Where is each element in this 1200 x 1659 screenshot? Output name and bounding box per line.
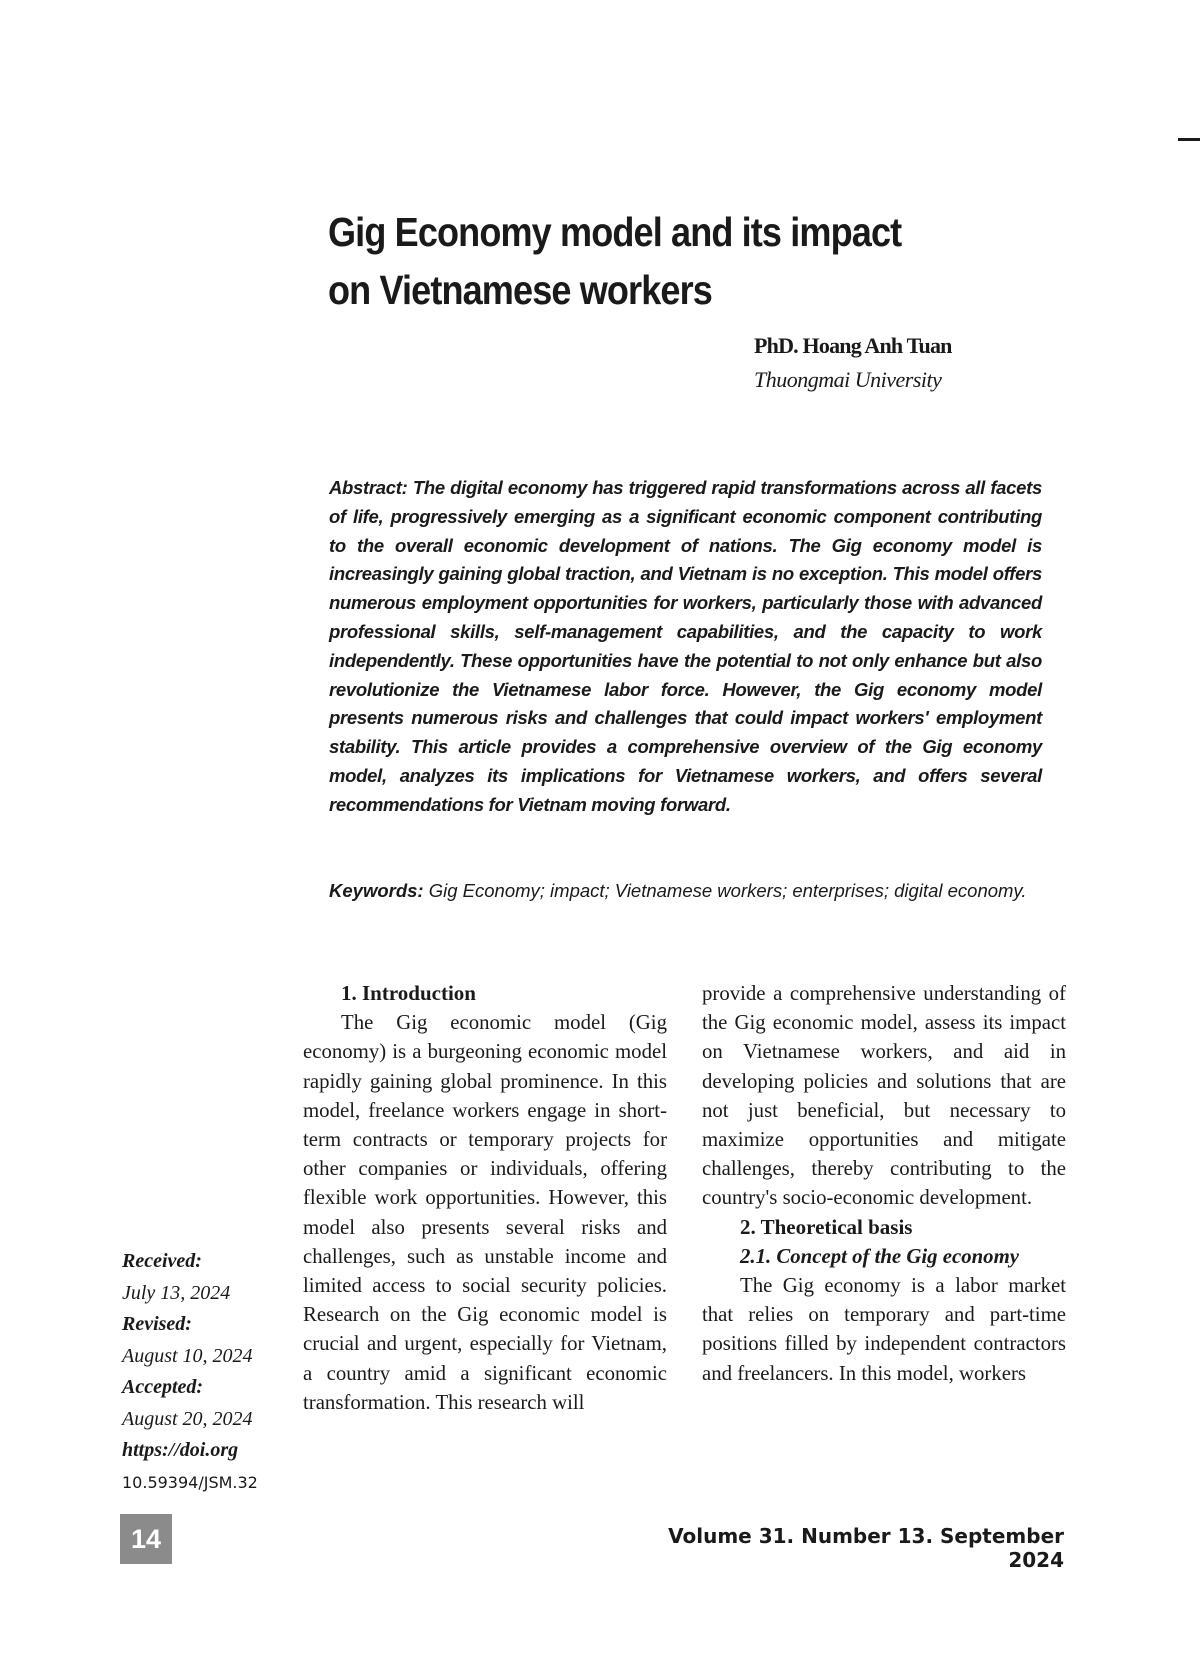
concept-paragraph: The Gig economy is a labor market that relies on temporary and part-time positions filled by independent contractors and freelancers. In this model, workers bbox=[702, 1274, 1066, 1385]
abstract: Abstract: The digital economy has triggered rapid transformations across all facets of life, progressively emerging as a significant economic component contributing to the overall economic development of nations. The Gig economy model is increasingly gaining global traction, and Vietnam is no exception. This model offers numerous employment opportunities for workers, particularly those with advanced professional skills, self-management capabilities, and the capacity to work independently. These opportunities have the potential to not only enhance but also revolutionize the Vietnamese labor force. However, the Gig economy model presents numerous risks and challenges that could impact workers' employment stability. This article provides a comprehensive overview of the Gig economy model, analyzes its implications for Vietnamese workers, and offers several recommendations for Vietnam moving forward. bbox=[329, 477, 1042, 815]
accepted-label: Accepted: bbox=[122, 1376, 204, 1398]
introduction-paragraph-continued: provide a comprehensive understanding of the Gig economic model, assess its impact on Vietnamese workers, and aid in developing policies and solutions that are not just beneficial, but necessary to maximize opportunities and mitigate challenges, thereby contributing to the country's socio-economic development. bbox=[702, 982, 1066, 1210]
body-column-right bbox=[702, 979, 1066, 1388]
doi-value: 10.59394/JSM.32 bbox=[122, 1472, 258, 1492]
introduction-paragraph: The Gig economic model (Gig economy) is a burgeoning economic model rapidly gaining global prominence. In this model, freelance workers engage in short-term contracts or temporary projects for other companies or individuals, offering flexible work opportunities. However, this model also presents several risks and challenges, such as unstable income and limited access to social security policies. Research on the Gig economic model is crucial and urgent, especially for Vietnam, a country amid a significant economic transformation. This research will bbox=[303, 1011, 667, 1414]
page-number: 14 bbox=[120, 1514, 172, 1564]
volume-info: Volume 31. Number 13. September 2024 bbox=[668, 1524, 1064, 1572]
section-heading-theoretical-basis: 2. Theoretical basis bbox=[740, 1214, 913, 1239]
section-heading-introduction: 1. Introduction bbox=[341, 981, 476, 1005]
received-date: July 13, 2024 bbox=[122, 1281, 231, 1304]
author-name: PhD. Hoang Anh Tuan bbox=[754, 333, 952, 358]
keywords-text: Gig Economy; impact; Vietnamese workers; enterprises; digital economy. bbox=[423, 880, 1027, 901]
article-title-line-2: on Vietnamese workers bbox=[328, 267, 712, 313]
author-affiliation: Thuongmai University bbox=[754, 367, 942, 392]
subsection-heading-concept: 2.1. Concept of the Gig economy bbox=[740, 1244, 1019, 1268]
accepted-date: August 20, 2024 bbox=[122, 1407, 253, 1430]
keywords bbox=[329, 877, 1042, 906]
article-title bbox=[328, 203, 944, 319]
page-edge-mark bbox=[1178, 138, 1200, 141]
doi-label: https://doi.org bbox=[122, 1439, 239, 1461]
article-info bbox=[122, 1246, 292, 1498]
revised-label: Revised: bbox=[122, 1313, 192, 1335]
received-label: Received: bbox=[122, 1250, 202, 1272]
article-title-line-1: Gig Economy model and its impact bbox=[328, 209, 902, 255]
revised-date: August 10, 2024 bbox=[122, 1344, 253, 1367]
body-column-left bbox=[303, 979, 667, 1417]
keywords-label: Keywords: bbox=[329, 880, 424, 901]
